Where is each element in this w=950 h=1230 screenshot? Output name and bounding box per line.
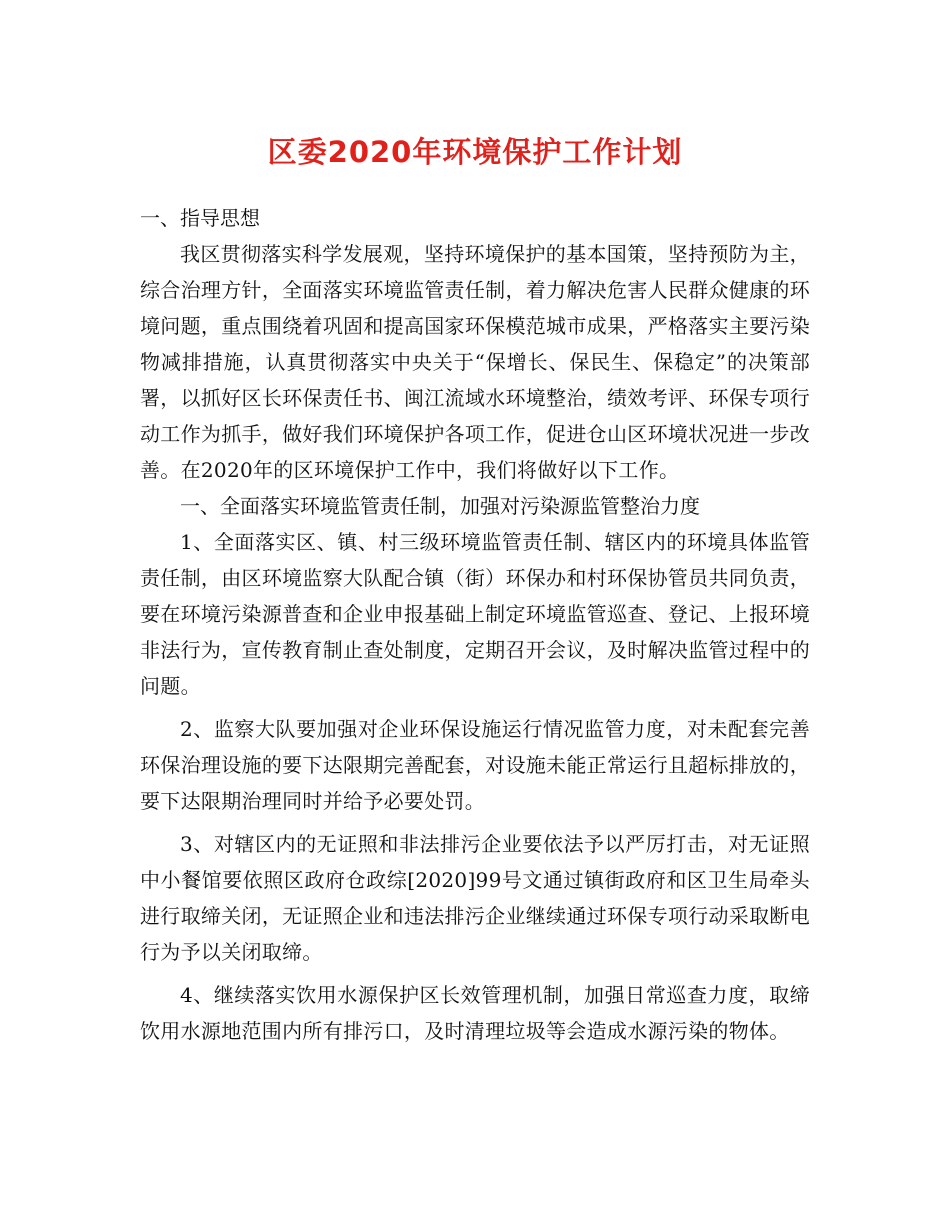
subsection-heading-supervision: 一、全面落实环境监管责任制，加强对污染源监管整治力度 xyxy=(180,494,700,518)
list-item-3: 3、对辖区内的无证照和非法排污企业要依法予以严厉打击，对无证照中小餐馆要依照区政府仓政综[2020]99号文通过镇街政府和区卫生局牵头进行取缔关闭，无证照企业和违法排污企业继续通过环保专项行动采取断电行为予以关闭取缔。 xyxy=(140,832,810,964)
list-item-4: 4、继续落实饮用水源保护区长效管理机制，加强日常巡查力度，取缔饮用水源地范围内所有排污口，及时清理垃圾等会造成水源污染的物体。 xyxy=(140,983,810,1043)
document-title: 区委2020年环境保护工作计划 xyxy=(267,135,683,169)
list-item-1: 1、全面落实区、镇、村三级环境监管责任制、辖区内的环境具体监管责任制，由区环境监察大队配合镇（街）环保办和村环保协管员共同负责，要在环境污染源普查和企业申报基础上制定环境监管巡查、登记、上报环境非法行为，宣传教育制止查处制度，定期召开会议，及时解决监管过程中的问题。 xyxy=(140,530,810,698)
list-item-2: 2、监察大队要加强对企业环保设施运行情况监管力度，对未配套完善环保治理设施的要下达限期完善配套，对设施未能正常运行且超标排放的，要下达限期治理同时并给予必要处罚。 xyxy=(140,717,810,813)
document-body xyxy=(140,200,810,1049)
intro-paragraph: 我区贯彻落实科学发展观，坚持环境保护的基本国策，坚持预防为主，综合治理方针，全面落实环境监管责任制，着力解决危害人民群众健康的环境问题，重点围绕着巩固和提高国家环保模范城市成果，严格落实主要污染物减排措施，认真贯彻落实中央关于“保增长、保民生、保稳定”的决策部署，以抓好区长环保责任书、闽江流域水环境整治，绩效考评、环保专项行动工作为抓手，做好我们环境保护各项工作，促进仓山区环境状况进一步改善。在2020年的区环境保护工作中，我们将做好以下工作。 xyxy=(140,242,810,482)
section-heading-guiding-ideology: 一、指导思想 xyxy=(140,206,260,230)
